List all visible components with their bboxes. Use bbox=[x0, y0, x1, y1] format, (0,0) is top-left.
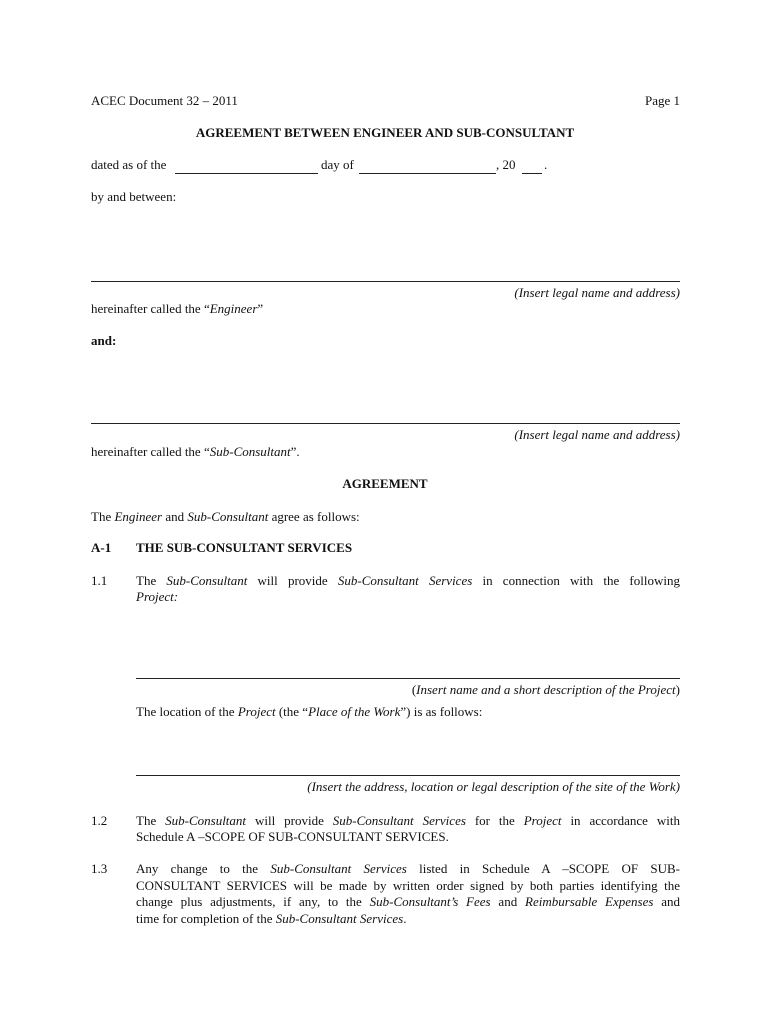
month-blank bbox=[359, 173, 496, 174]
engineer-designation: hereinafter called the “Engineer” bbox=[91, 301, 264, 316]
project-insert-note: (Insert name and a short description of the Project) bbox=[411, 682, 680, 697]
engineer-name-line bbox=[91, 281, 680, 282]
project-location-text: The location of the Project (the “Place of the Work”) is as follows: bbox=[136, 704, 483, 719]
clause-1-2-line-2: Schedule A –SCOPE OF SUB-CONSULTANT SERVICES. bbox=[136, 829, 449, 844]
subconsultant-insert-note: (Insert legal name and address) bbox=[514, 427, 680, 442]
dated-end: . bbox=[544, 157, 548, 172]
clause-1-3-line-3: change plus adjustments, if any, to the Sub-Consultant’s Fees and Reimbursable Expenses and bbox=[136, 894, 681, 909]
agree-line: The Engineer and Sub-Consultant agree as follows: bbox=[91, 509, 360, 524]
clause-1-3-line-2: CONSULTANT SERVICES will be made by written order signed by both parties identifying the bbox=[136, 878, 680, 893]
subconsultant-designation: hereinafter called the “Sub-Consultant”. bbox=[91, 444, 300, 459]
document-id: ACEC Document 32 – 2011 bbox=[91, 93, 238, 108]
day-of-label: day of bbox=[321, 157, 354, 172]
dated-label: dated as of the bbox=[91, 157, 167, 172]
clause-1-3-line-1: Any change to the Sub-Consultant Services listed in Schedule A –SCOPE OF SUB- bbox=[136, 861, 680, 876]
day-blank bbox=[175, 173, 318, 174]
section-title: THE SUB-CONSULTANT SERVICES bbox=[136, 540, 353, 555]
clause-1-2-line-1: The Sub-Consultant will provide Sub-Consultant Services for the Project in accordance with bbox=[136, 813, 680, 828]
subconsultant-name-line bbox=[91, 423, 680, 424]
document-title: AGREEMENT BETWEEN ENGINEER AND SUB-CONSULTANT bbox=[195, 125, 575, 140]
location-insert-note: (Insert the address, location or legal description of the site of the Work) bbox=[307, 779, 680, 794]
engineer-insert-note: (Insert legal name and address) bbox=[514, 285, 680, 300]
clause-1-2-number: 1.2 bbox=[91, 813, 108, 828]
year-blank bbox=[522, 173, 542, 174]
section-number: A-1 bbox=[91, 540, 112, 555]
clause-1-3-line-4: time for completion of the Sub-Consultant Services. bbox=[136, 911, 407, 926]
project-location-line bbox=[136, 775, 680, 776]
clause-1-1-line-1: The Sub-Consultant will provide Sub-Consultant Services in connection with the following bbox=[136, 573, 680, 588]
clause-1-1-line-2: Project: bbox=[136, 589, 179, 604]
clause-1-3-number: 1.3 bbox=[91, 861, 108, 876]
clause-1-1-number: 1.1 bbox=[91, 573, 108, 588]
and-label: and: bbox=[91, 333, 117, 348]
year-prefix: , 20 bbox=[496, 157, 516, 172]
page-number: Page 1 bbox=[644, 93, 680, 108]
by-and-between: by and between: bbox=[91, 189, 177, 204]
project-description-line bbox=[136, 678, 680, 679]
agreement-heading: AGREEMENT bbox=[342, 476, 428, 491]
